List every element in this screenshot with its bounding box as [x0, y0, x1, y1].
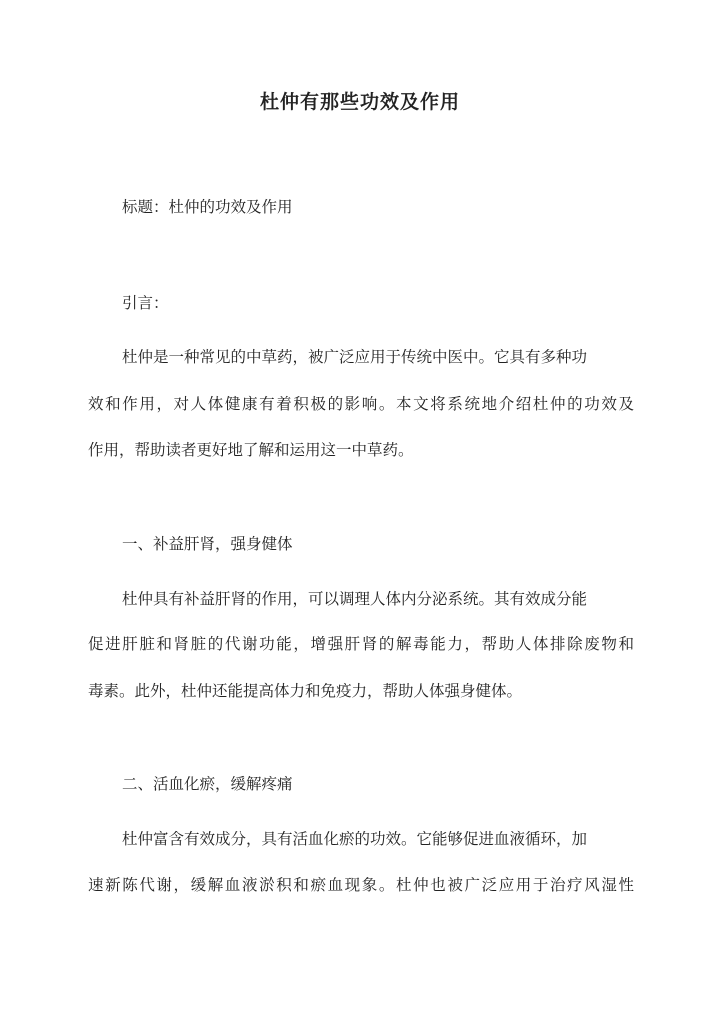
section-1-line: 促进肝脏和肾脏的代谢功能，增强肝肾的解毒能力，帮助人体排除废物和 — [88, 635, 634, 653]
intro-paragraph-line: 效和作用，对人体健康有着积极的影响。本文将系统地介绍杜仲的功效及 — [88, 395, 634, 413]
section-2-line: 速新陈代谢，缓解血液淤积和瘀血现象。杜仲也被广泛应用于治疗风湿性 — [88, 876, 634, 894]
intro-heading: 引言： — [122, 294, 169, 312]
document-title: 杜仲有那些功效及作用 — [259, 91, 460, 113]
document-subtitle: 标题：杜仲的功效及作用 — [122, 198, 293, 216]
section-2-line: 杜仲富含有效成分，具有活血化瘀的功效。它能够促进血液循环，加 — [122, 830, 588, 848]
section-1-line: 毒素。此外，杜仲还能提高体力和免疫力，帮助人体强身健体。 — [88, 682, 523, 700]
section-heading-2: 二、活血化瘀，缓解疼痛 — [122, 775, 293, 793]
section-heading-1: 一、补益肝肾，强身健体 — [122, 535, 293, 553]
intro-paragraph-line: 杜仲是一种常见的中草药，被广泛应用于传统中医中。它具有多种功 — [122, 348, 588, 366]
intro-paragraph-line: 作用，帮助读者更好地了解和运用这一中草药。 — [88, 441, 414, 459]
section-1-line: 杜仲具有补益肝肾的作用，可以调理人体内分泌系统。其有效成分能 — [122, 590, 588, 608]
